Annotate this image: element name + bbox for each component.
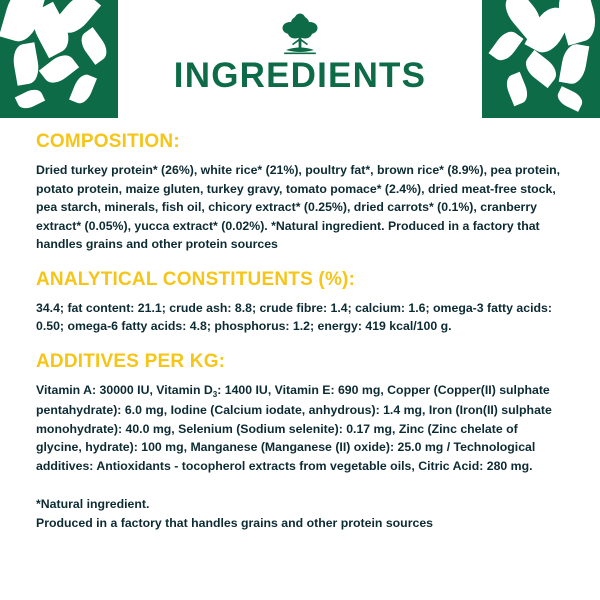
additives-heading: ADDITIVES PER KG: bbox=[36, 350, 226, 372]
footnotes bbox=[36, 495, 564, 532]
composition-heading: COMPOSITION: bbox=[36, 131, 180, 152]
footnote-natural-ingredient: *Natural ingredient. bbox=[36, 497, 150, 511]
additives-text bbox=[36, 381, 564, 476]
additives-text-part2: : 1400 IU, Vitamin E: 690 mg, Copper (Copper(II) sulphate pentahydrate): 6.0 mg, Iodine (Calcium iodate, anhydrous): 1.4 mg, Iron (Iron(II) sulphate monohydrate): 40.0 mg, Selenium (Sodium selenite): 0.17 mg, Zinc (Zinc chelate of glycine, hydrate): 100 mg, Manganese (Manganese (II) oxide): 25.0 mg / Technological additives: Antioxidants - tocopherol extracts from vegetable oils, Citric Acid: 280 mg. bbox=[36, 382, 552, 473]
label-content bbox=[0, 118, 600, 532]
analytical-constituents-heading: ANALYTICAL CONSTITUENTS (%): bbox=[36, 268, 356, 290]
section-additives-per-kg bbox=[36, 350, 564, 476]
page-title: INGREDIENTS bbox=[173, 56, 427, 95]
additives-text-part1: Vitamin A: 30000 IU, Vitamin D bbox=[36, 382, 213, 397]
tree-logo-icon bbox=[272, 10, 328, 56]
section-analytical-constituents bbox=[36, 268, 564, 336]
page-header bbox=[0, 0, 600, 118]
footnote-factory-notice: Produced in a factory that handles grains and other protein sources bbox=[36, 515, 433, 530]
section-composition bbox=[36, 130, 564, 254]
analytical-constituents-text: 34.4; fat content: 21.1; crude ash: 8.8; crude fibre: 1.4; calcium: 1.6; omega-3 fatty acids: 0.50; omega-6 fatty acids: 4.8; phosphorus: 1.2; energy: 419 kcal/100 g. bbox=[36, 300, 552, 333]
vitamin-d3-subscript: 3 bbox=[212, 389, 218, 399]
composition-text: Dried turkey protein* (26%), white rice* (21%), poultry fat*, brown rice* (8.9%), pea protein, potato protein, maize gluten, turkey gravy, tomato pomace* (2.4%), dried meat-free stock, pea starch, minerals, fish oil, chicory extract* (0.25%), dried carrots* (0.1%), cranberry extract* (0.05%), yucca extract* (0.02%). *Natural ingredient. Produced in a factory that handles grains and other protein sources bbox=[36, 163, 561, 251]
